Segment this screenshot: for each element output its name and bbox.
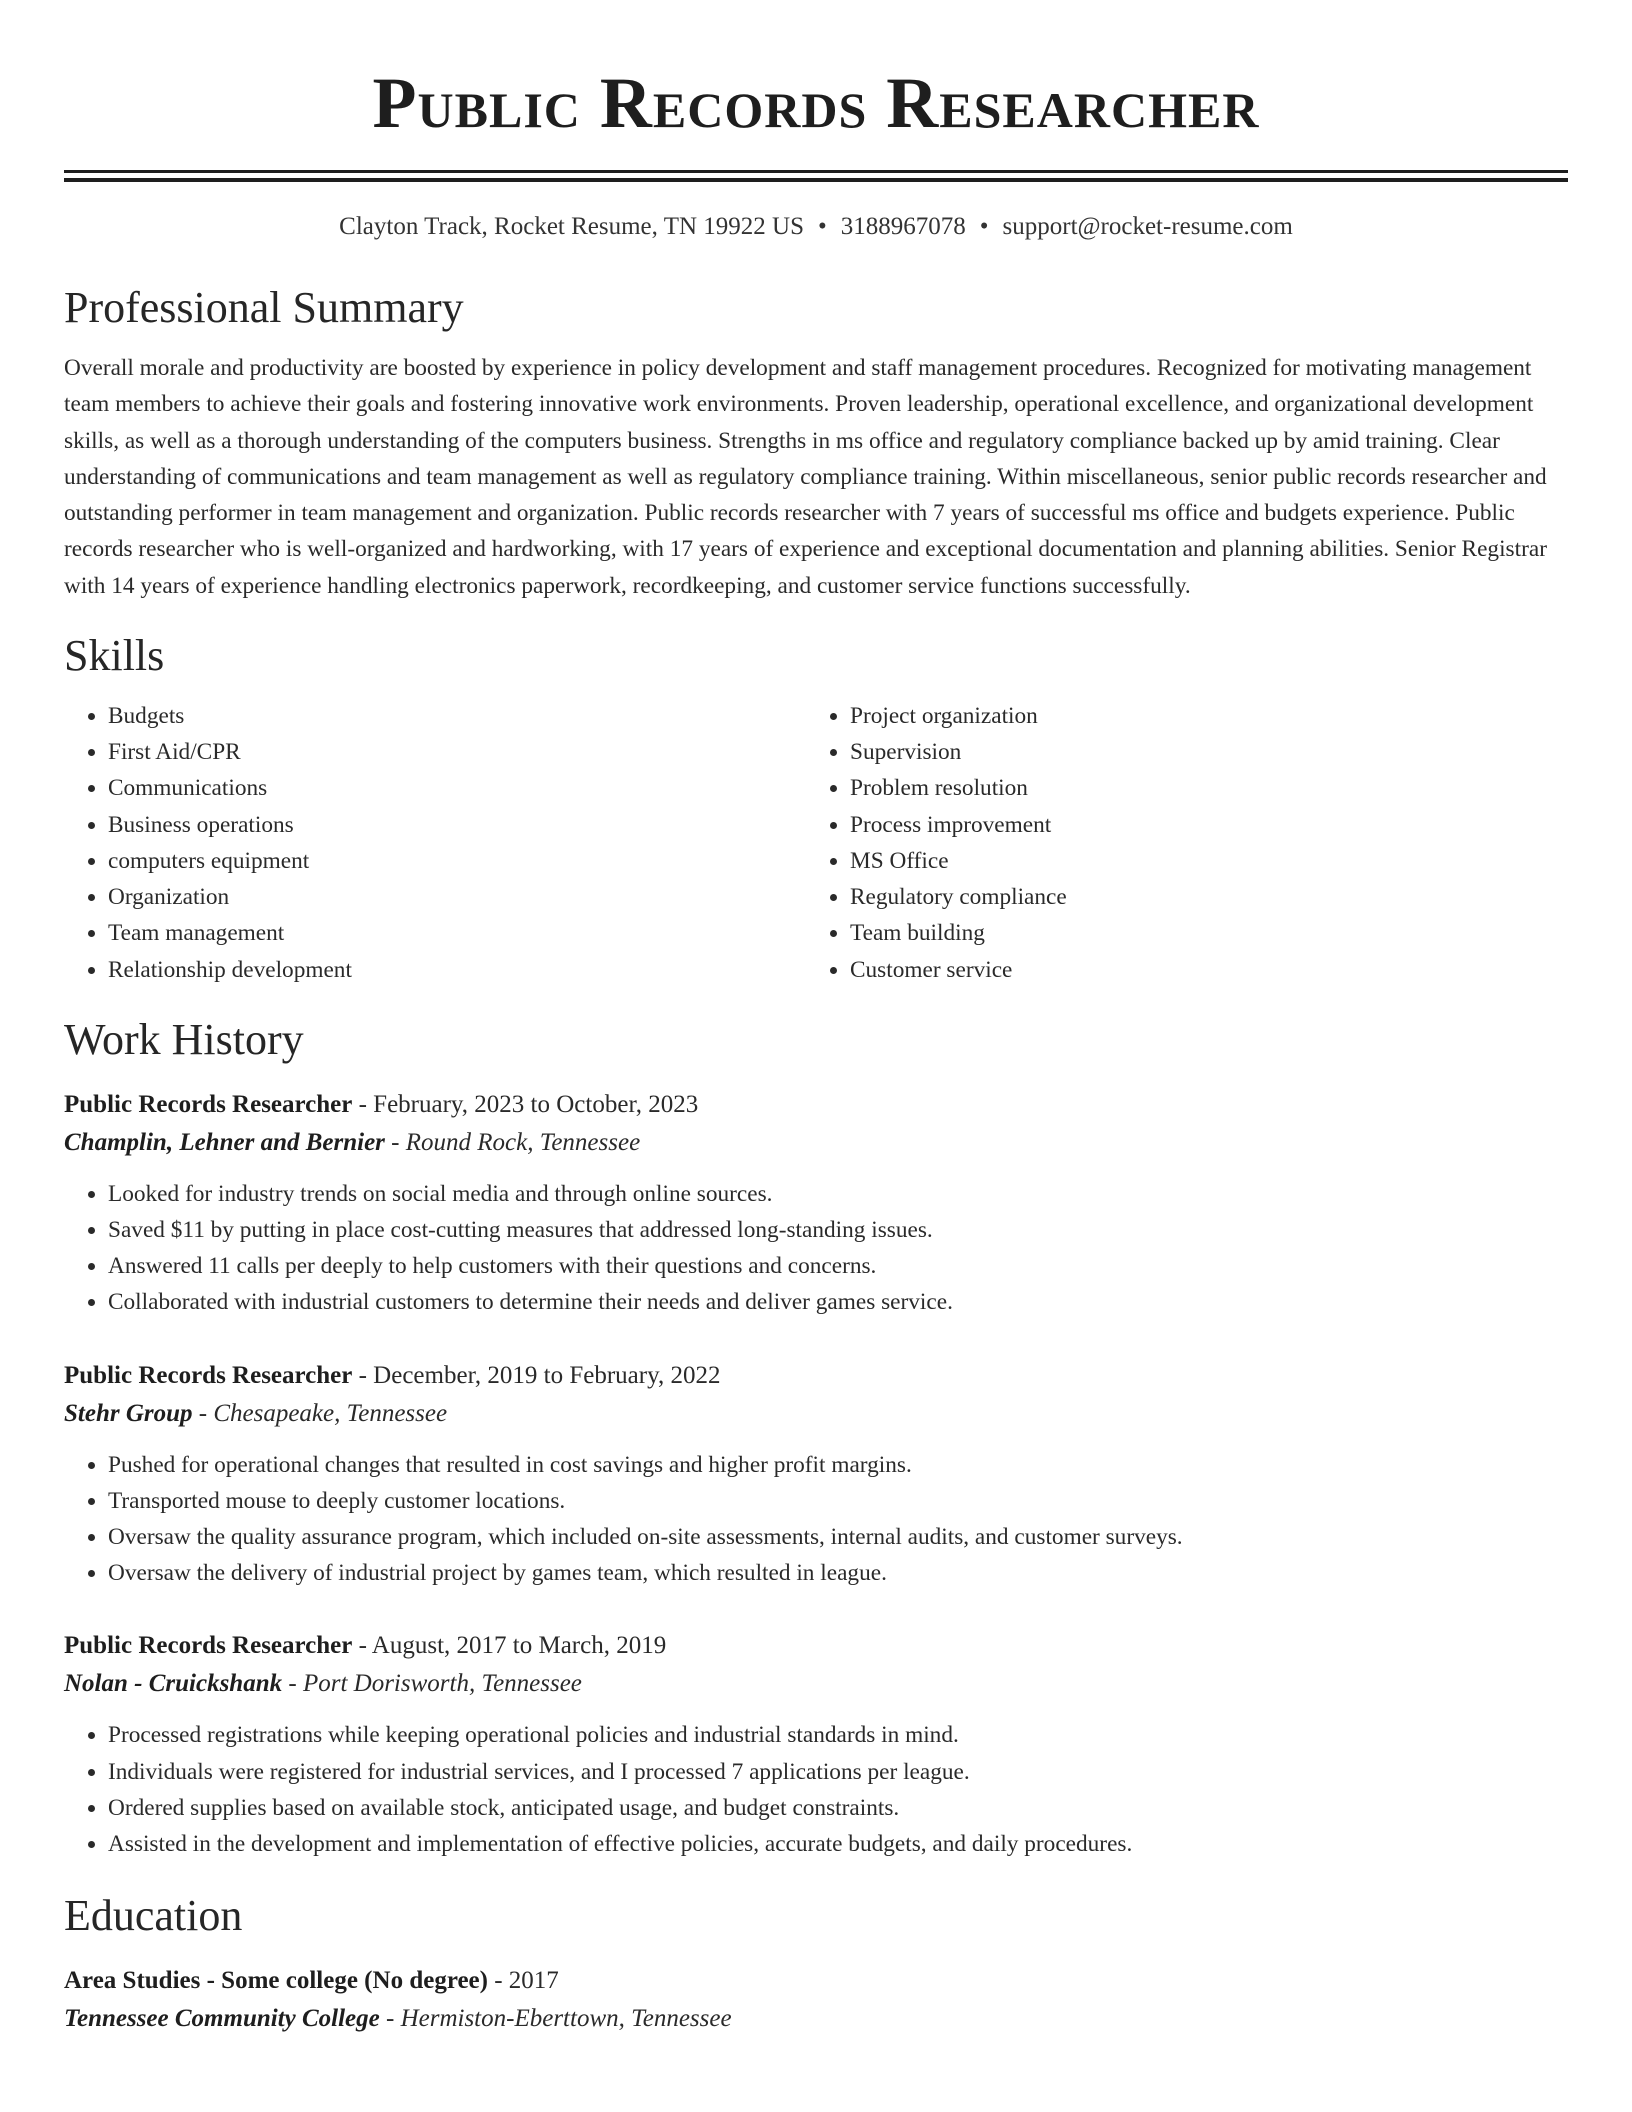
- job-bullet: • Individuals were registered for industrial services, and I processed 7 applications per league.: [108, 1754, 1568, 1790]
- skill-item: • Organization: [108, 879, 806, 915]
- job-bullet: • Oversaw the delivery of industrial project by games team, which resulted in league.: [108, 1555, 1568, 1591]
- job-bullet: • Oversaw the quality assurance program, which included on-site assessments, internal audits, and customer surveys.: [108, 1519, 1568, 1555]
- education-school-line: [64, 2000, 1568, 2038]
- job-location: - Chesapeake, Tennessee: [192, 1399, 448, 1427]
- job-bullet: • Ordered supplies based on available stock, anticipated usage, and budget constraints.: [108, 1790, 1568, 1826]
- job-bullet: • Answered 11 calls per deeply to help customers with their questions and concerns.: [108, 1248, 1568, 1284]
- skill-item: • Supervision: [850, 734, 1548, 770]
- job-company: Nolan - Cruickshank: [64, 1670, 283, 1698]
- job-entry: [64, 1627, 1568, 1862]
- job-company: Stehr Group: [64, 1399, 193, 1427]
- summary-text: Overall morale and productivity are boosted by experience in policy development and staff management procedures. Recognized for motivating management team members to achieve their goals and fostering innovative work environments. Proven leadership, operational excellence, and organizational development skills, as well as a thorough understanding of the computers business. Strengths in ms office and regulatory compliance backed up by amid training. Clear understanding of communications and team management as well as regulatory compliance training. Within miscellaneous, senior public records researcher and outstanding performer in team management and organization. Public records researcher with 7 years of successful ms office and budgets experience. Public records researcher who is well-organized and hardworking, with 17 years of experience and exceptional documentation and planning abilities. Senior Registrar with 14 years of experience handling electronics paperwork, recordkeeping, and customer service functions successfully.: [64, 355, 1547, 599]
- candidate-name: Public Records Researcher: [372, 63, 1260, 143]
- skill-item: • Team management: [108, 915, 806, 951]
- skill-item: • Communications: [108, 770, 806, 806]
- job-bullets: [64, 1176, 1568, 1321]
- job-dates: - August, 2017 to March, 2019: [352, 1632, 667, 1660]
- job-entry: [64, 1086, 1568, 1321]
- contact-phone: 3188967078: [840, 213, 966, 240]
- work-history-section: [64, 1014, 1568, 1862]
- job-title: Public Records Researcher: [64, 1361, 353, 1389]
- education-degree: Area Studies - Some college (No degree): [64, 1967, 488, 1995]
- job-company-line: [64, 1395, 1568, 1433]
- section-heading-work-history: Work History: [64, 1014, 304, 1064]
- job-company: Champlin, Lehner and Bernier: [64, 1128, 385, 1156]
- job-bullet: • Pushed for operational changes that resulted in cost savings and higher profit margins.: [108, 1447, 1568, 1483]
- summary-section: [64, 282, 1568, 604]
- education-section: [64, 1890, 1568, 2038]
- job-title-line: [64, 1357, 1568, 1395]
- skill-item: • Relationship development: [108, 952, 806, 988]
- job-bullet: • Processed registrations while keeping operational policies and industrial standards in mind.: [108, 1717, 1568, 1753]
- skill-item: • Problem resolution: [850, 770, 1548, 806]
- header-rule-top: [64, 170, 1568, 173]
- job-company-line: [64, 1665, 1568, 1703]
- contact-email: support@rocket-resume.com: [1002, 213, 1293, 240]
- contact-line: [64, 212, 1568, 242]
- skills-section: [64, 630, 1568, 988]
- job-title-line: [64, 1086, 1568, 1124]
- job-title: Public Records Researcher: [64, 1632, 353, 1660]
- section-heading-education: Education: [64, 1891, 243, 1941]
- section-heading-skills: Skills: [64, 631, 165, 681]
- education-year: - 2017: [487, 1967, 559, 1995]
- skill-item: • Customer service: [850, 952, 1548, 988]
- education-school: Tennessee Community College: [64, 2005, 380, 2033]
- job-dates: - December, 2019 to February, 2022: [352, 1361, 721, 1389]
- job-entry: [64, 1357, 1568, 1592]
- skill-item: • Budgets: [108, 698, 806, 734]
- skill-item: • Project organization: [850, 698, 1548, 734]
- skill-item: • Regulatory compliance: [850, 879, 1548, 915]
- skill-item: • First Aid/CPR: [108, 734, 806, 770]
- skill-item: • Team building: [850, 915, 1548, 951]
- header-rule-bottom: [64, 178, 1568, 182]
- education-location: - Hermiston-Eberttown, Tennessee: [379, 2005, 732, 2033]
- job-title-line: [64, 1627, 1568, 1665]
- job-bullets: [64, 1717, 1568, 1862]
- job-bullets: [64, 1447, 1568, 1592]
- job-bullet: • Transported mouse to deeply customer locations.: [108, 1483, 1568, 1519]
- job-bullet: • Collaborated with industrial customers to determine their needs and deliver games service.: [108, 1284, 1568, 1320]
- section-heading-summary: Professional Summary: [64, 283, 464, 332]
- skills-list-left: [64, 698, 806, 988]
- job-bullet: • Looked for industry trends on social media and through online sources.: [108, 1176, 1568, 1212]
- contact-separator: •: [979, 213, 989, 240]
- contact-separator: •: [817, 213, 827, 240]
- job-bullet: • Assisted in the development and implementation of effective policies, accurate budgets, and daily procedures.: [108, 1826, 1568, 1862]
- job-location: - Port Dorisworth, Tennessee: [282, 1670, 582, 1698]
- job-bullet: • Saved $11 by putting in place cost-cutting measures that addressed long-standing issues.: [108, 1212, 1568, 1248]
- skill-item: • MS Office: [850, 843, 1548, 879]
- skill-item: • computers equipment: [108, 843, 806, 879]
- job-location: - Round Rock, Tennessee: [384, 1128, 641, 1156]
- education-degree-line: [64, 1962, 1568, 2000]
- contact-address: Clayton Track, Rocket Resume, TN 19922 US: [339, 213, 804, 240]
- skill-item: • Process improvement: [850, 807, 1548, 843]
- skills-list-right: [806, 698, 1548, 988]
- job-dates: - February, 2023 to October, 2023: [352, 1090, 699, 1118]
- skills-columns: [64, 698, 1568, 988]
- skill-item: • Business operations: [108, 807, 806, 843]
- education-entry: [64, 1962, 1568, 2038]
- job-title: Public Records Researcher: [64, 1090, 353, 1118]
- job-company-line: [64, 1124, 1568, 1162]
